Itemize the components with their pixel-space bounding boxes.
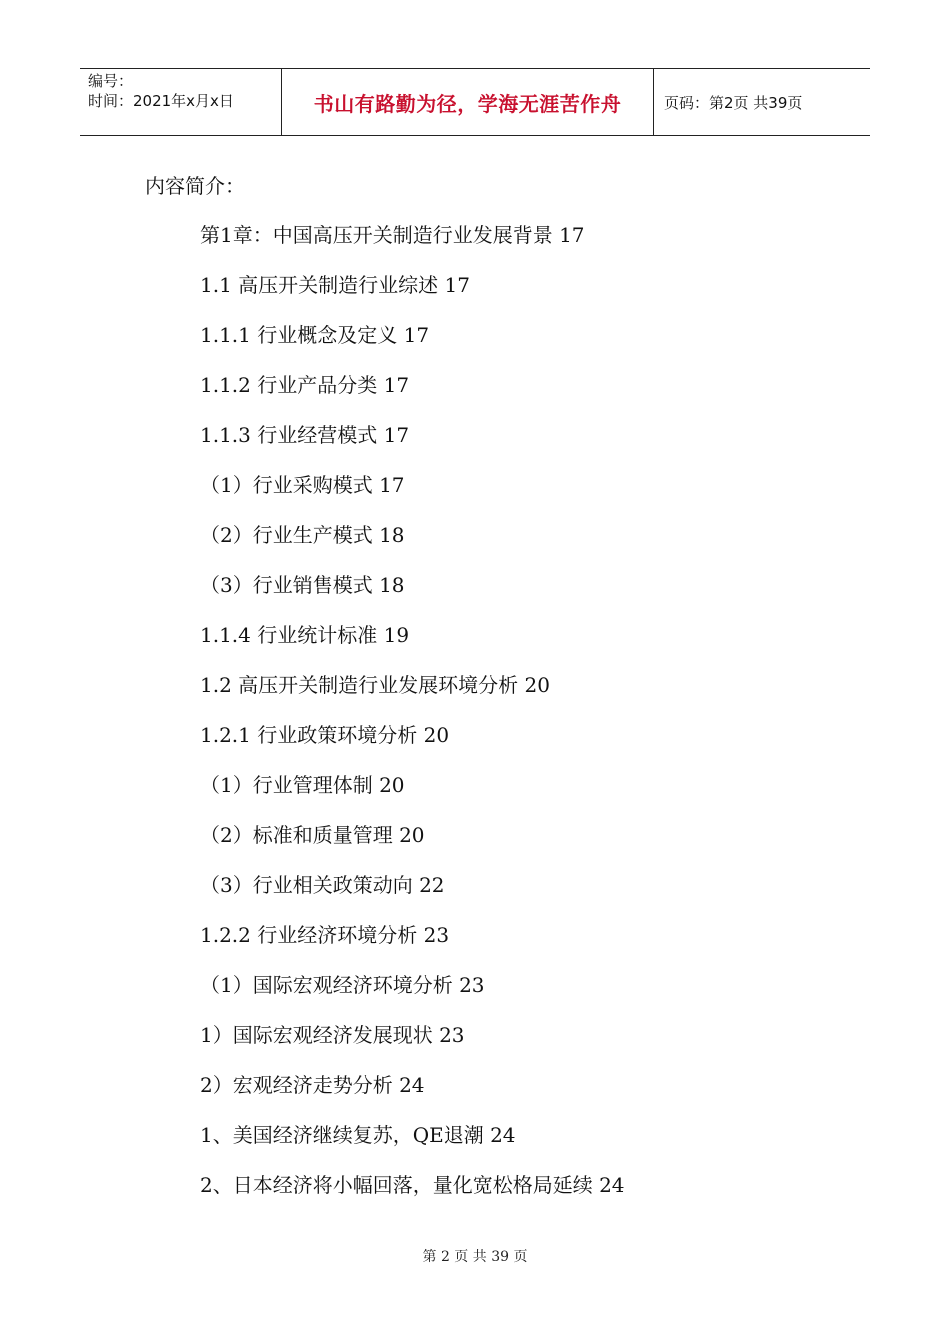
toc-entry: （1）国际宏观经济环境分析 23 bbox=[200, 973, 485, 997]
toc-entry: 第1章：中国高压开关制造行业发展背景 17 bbox=[200, 223, 585, 247]
toc-entry: 1.1.1 行业概念及定义 17 bbox=[200, 323, 430, 347]
document-number-label: 编号： bbox=[88, 72, 134, 90]
toc-entry: 1.1.3 行业经营模式 17 bbox=[200, 423, 410, 447]
toc-entry: （2）标准和质量管理 20 bbox=[200, 823, 425, 847]
toc-entry: 1）国际宏观经济发展现状 23 bbox=[200, 1023, 465, 1047]
page-footer: 第 2 页 共 39 页 bbox=[422, 1249, 528, 1265]
toc-entry: 2）宏观经济走势分析 24 bbox=[200, 1073, 425, 1097]
toc-entry: （1）行业管理体制 20 bbox=[200, 773, 405, 797]
toc-entry: （1）行业采购模式 17 bbox=[200, 473, 405, 497]
toc-entry: （3）行业销售模式 18 bbox=[200, 573, 405, 597]
header-motto: 书山有路勤为径，学海无涯苦作舟 bbox=[282, 69, 654, 135]
toc-entry: 1.2.1 行业政策环境分析 20 bbox=[200, 723, 450, 747]
toc-entry: 1.2.2 行业经济环境分析 23 bbox=[200, 923, 450, 947]
toc-entry: 1.1.4 行业统计标准 19 bbox=[200, 623, 410, 647]
toc-entry: 1、美国经济继续复苏，QE退潮 24 bbox=[200, 1123, 516, 1147]
page-header bbox=[80, 68, 870, 136]
header-page-info: 页码：第2页 共39页 bbox=[664, 93, 803, 112]
toc-entry: （3）行业相关政策动向 22 bbox=[200, 873, 445, 897]
intro-heading: 内容简介： bbox=[145, 174, 245, 198]
toc-entry: （2）行业生产模式 18 bbox=[200, 523, 405, 547]
toc-entry: 2、日本经济将小幅回落，量化宽松格局延续 24 bbox=[200, 1173, 625, 1197]
toc-entry: 1.1 高压开关制造行业综述 17 bbox=[200, 273, 470, 297]
toc-entry: 1.2 高压开关制造行业发展环境分析 20 bbox=[200, 673, 550, 697]
toc-entry: 1.1.2 行业产品分类 17 bbox=[200, 373, 410, 397]
document-time: 时间：2021年x月x日 bbox=[88, 92, 234, 110]
header-meta bbox=[80, 69, 282, 135]
